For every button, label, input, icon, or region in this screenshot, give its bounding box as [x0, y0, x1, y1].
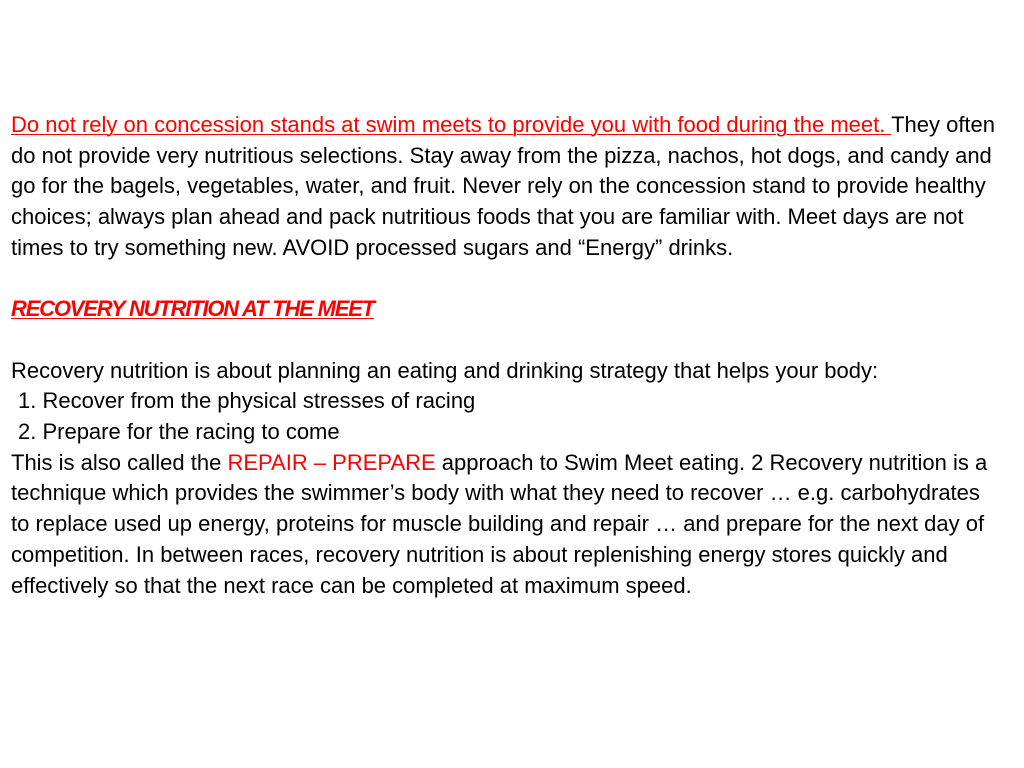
list-item-prepare: 2. Prepare for the racing to come — [18, 419, 340, 444]
repair-prepare-before: This is also called the — [11, 449, 228, 475]
repair-prepare-paragraph — [11, 448, 1001, 602]
concession-warning-lead: Do not rely on concession stands at swim meets to provide you with food during the meet. — [11, 112, 892, 137]
list-item-recover: 1. Recover from the physical stresses of racing — [18, 388, 476, 414]
spacer — [11, 264, 1001, 295]
concession-warning-body: They often do not provide very nutritious selections. Stay away from the pizza, nachos, hot dogs, and candy and go for the bagels, vegetables, water, and fruit. Never rely on the concession stand to provide healthy choices; always plan ahead and pack nutritious foods that you are familiar with. Meet days are not times to try something new. AVOID processed sugars and “Energy” drinks. — [11, 112, 996, 260]
slide-text-body — [11, 110, 1001, 601]
concession-warning-paragraph — [11, 110, 1001, 264]
repair-prepare-after: approach to Swim Meet eating. 2 Recovery nutrition is a technique which provides the swimmer’s body with what they need to recover … e.g. carbohydrates to replace used up energy, proteins for muscle building and repair … and prepare for the next day of competition. In between races, recovery nutrition is about replenishing energy stores quickly and effectively so that the next race can be completed at maximum speed. — [11, 449, 988, 598]
repair-prepare-highlight: REPAIR – PREPARE — [227, 449, 436, 475]
spacer — [11, 325, 1001, 356]
recovery-intro-paragraph: Recovery nutrition is about planning an eating and drinking strategy that helps your body: — [11, 357, 879, 383]
section-heading: RECOVERY NUTRITION AT THE MEET — [11, 296, 374, 322]
